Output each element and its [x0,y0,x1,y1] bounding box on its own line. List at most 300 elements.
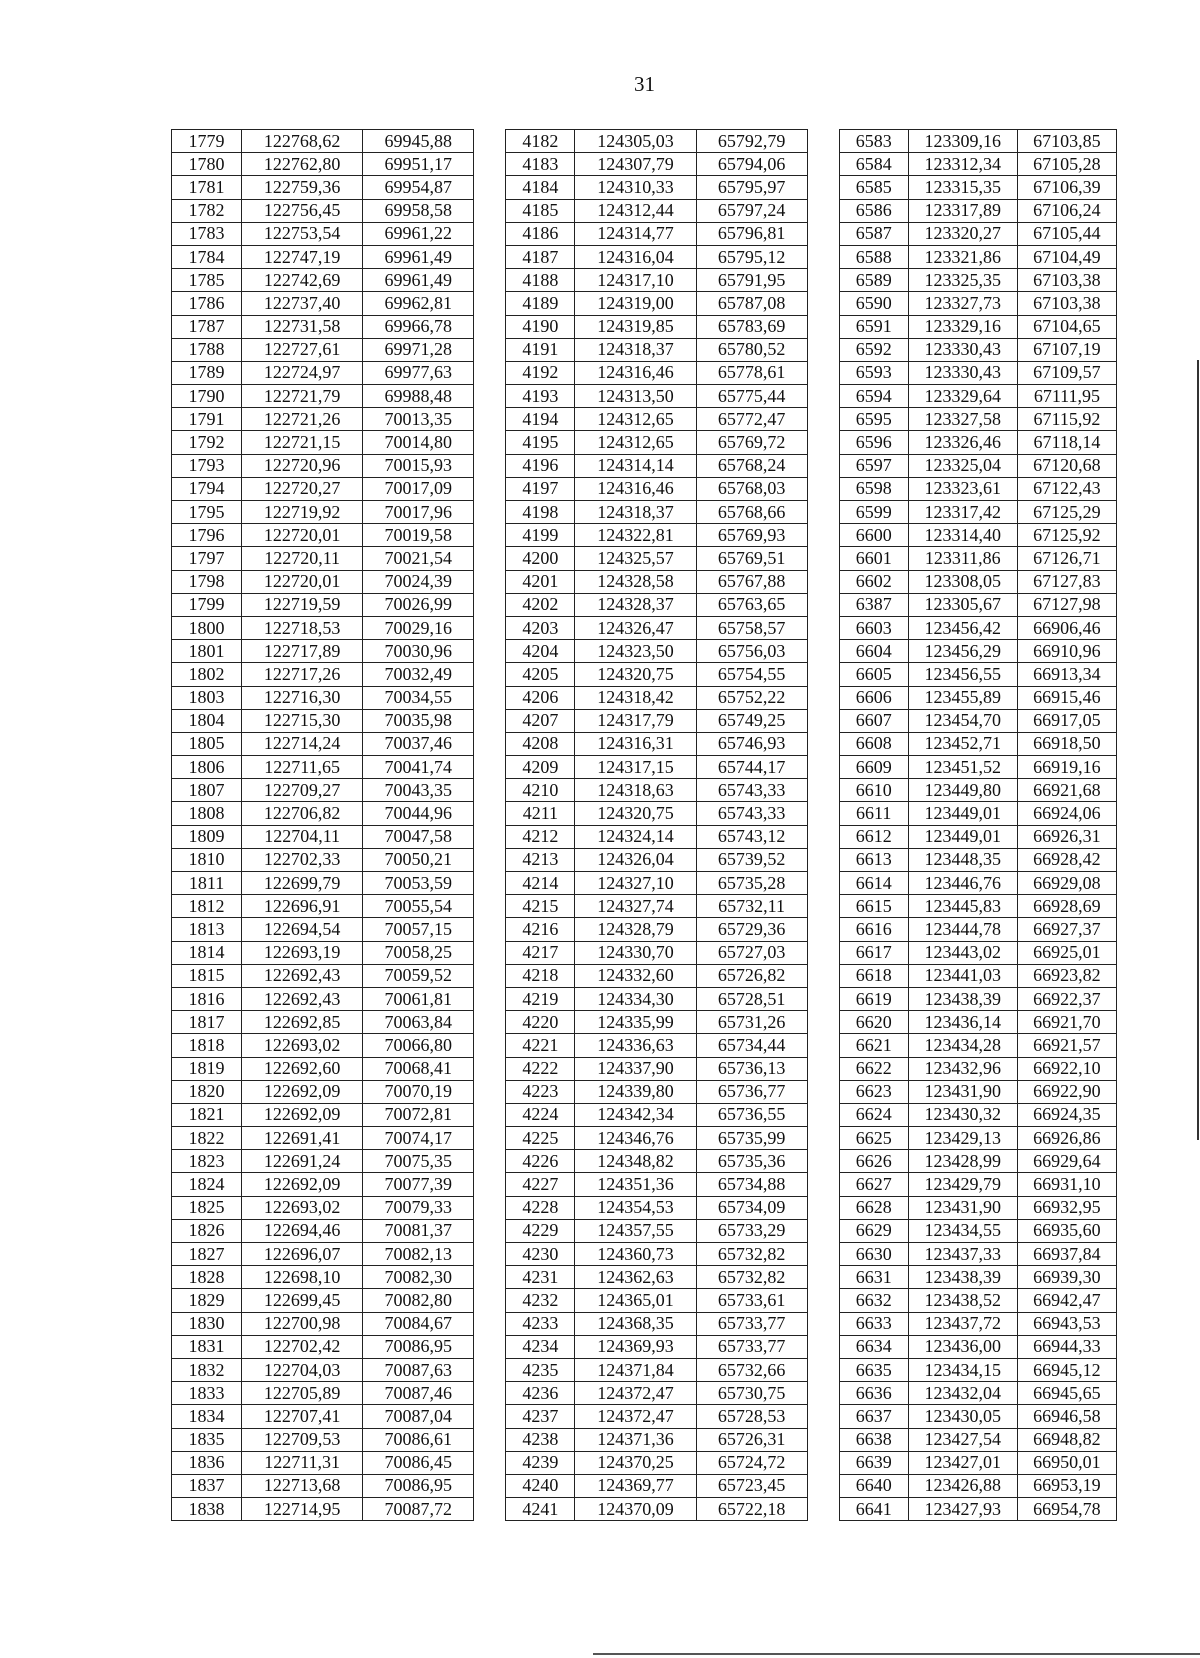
cell-point-number: 6592 [839,338,908,361]
cell-point-number: 4229 [506,1219,575,1242]
cell-y-coordinate: 66915,46 [1017,686,1116,709]
table-row [172,1243,1117,1266]
column-spacer [474,1266,506,1289]
cell-y-coordinate: 66929,08 [1017,872,1116,895]
table-row [172,987,1117,1010]
column-spacer [807,1289,839,1312]
table-row [172,1011,1117,1034]
cell-y-coordinate: 65778,61 [696,361,807,384]
cell-x-coordinate: 124316,46 [575,361,696,384]
cell-x-coordinate: 122719,59 [242,593,363,616]
cell-x-coordinate: 123326,46 [908,431,1017,454]
cell-x-coordinate: 122705,89 [242,1382,363,1405]
table-row [172,130,1117,153]
column-spacer [474,547,506,570]
cell-y-coordinate: 70086,45 [363,1451,474,1474]
column-spacer [474,199,506,222]
cell-y-coordinate: 70066,80 [363,1034,474,1057]
column-spacer [807,640,839,663]
cell-x-coordinate: 123434,55 [908,1219,1017,1242]
cell-x-coordinate: 124351,36 [575,1173,696,1196]
cell-x-coordinate: 123429,13 [908,1127,1017,1150]
cell-point-number: 6583 [839,130,908,153]
cell-y-coordinate: 66943,53 [1017,1312,1116,1335]
cell-x-coordinate: 123329,16 [908,315,1017,338]
cell-y-coordinate: 66925,01 [1017,941,1116,964]
cell-point-number: 6612 [839,825,908,848]
cell-point-number: 4207 [506,709,575,732]
column-spacer [474,1382,506,1405]
cell-point-number: 4221 [506,1034,575,1057]
cell-point-number: 6601 [839,547,908,570]
cell-y-coordinate: 70075,35 [363,1150,474,1173]
column-spacer [474,918,506,941]
cell-point-number: 6622 [839,1057,908,1080]
cell-y-coordinate: 65767,88 [696,570,807,593]
cell-point-number: 6609 [839,756,908,779]
column-spacer [807,1127,839,1150]
cell-point-number: 1821 [172,1103,242,1126]
cell-x-coordinate: 123327,73 [908,292,1017,315]
cell-y-coordinate: 65744,17 [696,756,807,779]
cell-point-number: 4219 [506,987,575,1010]
table-row [172,1451,1117,1474]
column-spacer [474,825,506,848]
column-spacer [807,1405,839,1428]
cell-point-number: 4227 [506,1173,575,1196]
cell-point-number: 1790 [172,385,242,408]
cell-y-coordinate: 66953,19 [1017,1474,1116,1497]
cell-point-number: 4198 [506,501,575,524]
cell-point-number: 1834 [172,1405,242,1428]
table-row [172,1150,1117,1173]
cell-y-coordinate: 65768,24 [696,454,807,477]
cell-x-coordinate: 124370,09 [575,1498,696,1521]
cell-x-coordinate: 122717,89 [242,640,363,663]
cell-point-number: 6611 [839,802,908,825]
cell-point-number: 1830 [172,1312,242,1335]
table-row [172,941,1117,964]
cell-point-number: 6620 [839,1011,908,1034]
table-row [172,315,1117,338]
cell-y-coordinate: 66935,60 [1017,1219,1116,1242]
table-body [172,130,1117,1521]
cell-x-coordinate: 122706,82 [242,802,363,825]
column-spacer [474,1196,506,1219]
cell-point-number: 4194 [506,408,575,431]
cell-y-coordinate: 65758,57 [696,616,807,639]
column-spacer [474,640,506,663]
cell-x-coordinate: 124327,74 [575,895,696,918]
cell-point-number: 4202 [506,593,575,616]
cell-point-number: 1816 [172,987,242,1010]
cell-y-coordinate: 70043,35 [363,779,474,802]
cell-point-number: 1779 [172,130,242,153]
cell-x-coordinate: 124317,10 [575,269,696,292]
cell-y-coordinate: 70024,39 [363,570,474,593]
cell-point-number: 6629 [839,1219,908,1242]
cell-y-coordinate: 65730,75 [696,1382,807,1405]
cell-point-number: 6591 [839,315,908,338]
cell-x-coordinate: 124323,50 [575,640,696,663]
cell-y-coordinate: 65780,52 [696,338,807,361]
cell-y-coordinate: 65743,12 [696,825,807,848]
cell-x-coordinate: 124342,34 [575,1103,696,1126]
cell-point-number: 1791 [172,408,242,431]
cell-point-number: 1797 [172,547,242,570]
cell-point-number: 1782 [172,199,242,222]
cell-x-coordinate: 123431,90 [908,1080,1017,1103]
cell-y-coordinate: 67125,29 [1017,501,1116,524]
cell-y-coordinate: 66924,35 [1017,1103,1116,1126]
column-spacer [807,315,839,338]
cell-x-coordinate: 122696,91 [242,895,363,918]
cell-x-coordinate: 124369,93 [575,1335,696,1358]
cell-x-coordinate: 123329,64 [908,385,1017,408]
cell-x-coordinate: 124371,36 [575,1428,696,1451]
cell-x-coordinate: 123430,32 [908,1103,1017,1126]
cell-y-coordinate: 66939,30 [1017,1266,1116,1289]
cell-y-coordinate: 65772,47 [696,408,807,431]
cell-point-number: 4191 [506,338,575,361]
cell-y-coordinate: 65739,52 [696,848,807,871]
cell-y-coordinate: 65768,03 [696,477,807,500]
coordinates-table [171,129,1117,1521]
column-spacer [474,1034,506,1057]
cell-point-number: 1798 [172,570,242,593]
column-spacer [474,269,506,292]
column-spacer [807,524,839,547]
table-row [172,779,1117,802]
column-spacer [474,1150,506,1173]
cell-y-coordinate: 70068,41 [363,1057,474,1080]
cell-point-number: 4223 [506,1080,575,1103]
cell-y-coordinate: 67104,65 [1017,315,1116,338]
column-spacer [474,663,506,686]
column-spacer [807,1034,839,1057]
cell-x-coordinate: 122711,65 [242,756,363,779]
cell-x-coordinate: 122692,43 [242,964,363,987]
column-spacer [474,176,506,199]
cell-y-coordinate: 70086,95 [363,1474,474,1497]
cell-y-coordinate: 66932,95 [1017,1196,1116,1219]
cell-y-coordinate: 70087,63 [363,1358,474,1381]
cell-x-coordinate: 123315,35 [908,176,1017,199]
column-spacer [474,454,506,477]
cell-x-coordinate: 124320,75 [575,663,696,686]
cell-y-coordinate: 67106,24 [1017,199,1116,222]
cell-y-coordinate: 65797,24 [696,199,807,222]
cell-y-coordinate: 66929,64 [1017,1150,1116,1173]
column-spacer [474,222,506,245]
table-row [172,1335,1117,1358]
cell-point-number: 6585 [839,176,908,199]
cell-point-number: 6632 [839,1289,908,1312]
cell-y-coordinate: 65769,93 [696,524,807,547]
cell-y-coordinate: 70017,09 [363,477,474,500]
cell-point-number: 4215 [506,895,575,918]
column-spacer [474,524,506,547]
cell-y-coordinate: 65749,25 [696,709,807,732]
column-spacer [807,547,839,570]
cell-point-number: 6604 [839,640,908,663]
cell-point-number: 4211 [506,802,575,825]
cell-x-coordinate: 122707,41 [242,1405,363,1428]
cell-point-number: 4216 [506,918,575,941]
cell-point-number: 1825 [172,1196,242,1219]
cell-x-coordinate: 124318,37 [575,501,696,524]
column-spacer [807,1196,839,1219]
cell-x-coordinate: 122721,26 [242,408,363,431]
cell-point-number: 4225 [506,1127,575,1150]
column-spacer [474,408,506,431]
column-spacer [807,222,839,245]
cell-point-number: 6603 [839,616,908,639]
column-spacer [474,1405,506,1428]
cell-point-number: 4234 [506,1335,575,1358]
cell-y-coordinate: 67104,49 [1017,245,1116,268]
cell-x-coordinate: 122693,19 [242,941,363,964]
cell-x-coordinate: 124369,77 [575,1474,696,1497]
column-spacer [474,872,506,895]
table-row [172,501,1117,524]
cell-y-coordinate: 65769,72 [696,431,807,454]
cell-y-coordinate: 65726,82 [696,964,807,987]
cell-point-number: 4183 [506,153,575,176]
cell-x-coordinate: 123434,15 [908,1358,1017,1381]
cell-y-coordinate: 70087,46 [363,1382,474,1405]
cell-y-coordinate: 70079,33 [363,1196,474,1219]
cell-x-coordinate: 122694,46 [242,1219,363,1242]
cell-y-coordinate: 66927,37 [1017,918,1116,941]
cell-x-coordinate: 123312,34 [908,153,1017,176]
cell-y-coordinate: 70017,96 [363,501,474,524]
cell-y-coordinate: 65734,09 [696,1196,807,1219]
column-spacer [807,385,839,408]
cell-point-number: 4204 [506,640,575,663]
cell-x-coordinate: 123455,89 [908,686,1017,709]
cell-point-number: 1783 [172,222,242,245]
column-spacer [807,686,839,709]
cell-point-number: 1829 [172,1289,242,1312]
cell-y-coordinate: 67127,98 [1017,593,1116,616]
cell-x-coordinate: 122720,11 [242,547,363,570]
column-spacer [807,153,839,176]
cell-point-number: 4217 [506,941,575,964]
table-row [172,408,1117,431]
cell-y-coordinate: 67109,57 [1017,361,1116,384]
cell-y-coordinate: 65794,06 [696,153,807,176]
cell-point-number: 4240 [506,1474,575,1497]
cell-y-coordinate: 65734,88 [696,1173,807,1196]
cell-y-coordinate: 65734,44 [696,1034,807,1057]
table-row [172,1034,1117,1057]
cell-point-number: 6598 [839,477,908,500]
column-spacer [474,779,506,802]
table-row [172,199,1117,222]
cell-point-number: 6602 [839,570,908,593]
cell-point-number: 6635 [839,1358,908,1381]
column-spacer [474,1127,506,1150]
cell-y-coordinate: 65724,72 [696,1451,807,1474]
cell-point-number: 1799 [172,593,242,616]
cell-x-coordinate: 122737,40 [242,292,363,315]
cell-x-coordinate: 124318,37 [575,338,696,361]
cell-y-coordinate: 66921,70 [1017,1011,1116,1034]
cell-point-number: 6587 [839,222,908,245]
cell-x-coordinate: 124357,55 [575,1219,696,1242]
cell-point-number: 1804 [172,709,242,732]
cell-point-number: 6607 [839,709,908,732]
cell-point-number: 1824 [172,1173,242,1196]
table-row [172,292,1117,315]
cell-y-coordinate: 65743,33 [696,802,807,825]
cell-point-number: 1832 [172,1358,242,1381]
cell-x-coordinate: 123428,99 [908,1150,1017,1173]
cell-x-coordinate: 122692,85 [242,1011,363,1034]
column-spacer [474,1451,506,1474]
cell-y-coordinate: 66928,69 [1017,895,1116,918]
column-spacer [474,361,506,384]
cell-y-coordinate: 65792,79 [696,130,807,153]
column-spacer [474,1312,506,1335]
table-row [172,570,1117,593]
cell-x-coordinate: 123314,40 [908,524,1017,547]
cell-y-coordinate: 69951,17 [363,153,474,176]
table-row [172,1474,1117,1497]
cell-x-coordinate: 122731,58 [242,315,363,338]
column-spacer [807,1474,839,1497]
cell-y-coordinate: 65733,29 [696,1219,807,1242]
cell-x-coordinate: 122720,01 [242,570,363,593]
cell-x-coordinate: 123449,01 [908,802,1017,825]
cell-x-coordinate: 124368,35 [575,1312,696,1335]
cell-x-coordinate: 123427,54 [908,1428,1017,1451]
cell-y-coordinate: 69966,78 [363,315,474,338]
cell-x-coordinate: 123430,05 [908,1405,1017,1428]
cell-x-coordinate: 124319,85 [575,315,696,338]
table-row [172,269,1117,292]
cell-x-coordinate: 124312,65 [575,408,696,431]
column-spacer [474,593,506,616]
cell-x-coordinate: 122696,07 [242,1243,363,1266]
cell-y-coordinate: 67103,38 [1017,269,1116,292]
cell-y-coordinate: 70086,61 [363,1428,474,1451]
cell-y-coordinate: 66931,10 [1017,1173,1116,1196]
cell-y-coordinate: 65787,08 [696,292,807,315]
cell-y-coordinate: 65731,26 [696,1011,807,1034]
column-spacer [807,1080,839,1103]
table-row [172,686,1117,709]
cell-point-number: 4206 [506,686,575,709]
cell-x-coordinate: 123438,39 [908,987,1017,1010]
cell-x-coordinate: 123321,86 [908,245,1017,268]
table-row [172,593,1117,616]
cell-y-coordinate: 65732,82 [696,1266,807,1289]
cell-point-number: 4230 [506,1243,575,1266]
cell-y-coordinate: 66906,46 [1017,616,1116,639]
cell-x-coordinate: 124316,04 [575,245,696,268]
column-spacer [474,315,506,338]
cell-x-coordinate: 122717,26 [242,663,363,686]
cell-y-coordinate: 65722,18 [696,1498,807,1521]
cell-x-coordinate: 124339,80 [575,1080,696,1103]
table-row [172,176,1117,199]
cell-y-coordinate: 67126,71 [1017,547,1116,570]
cell-y-coordinate: 66937,84 [1017,1243,1116,1266]
table-row [172,964,1117,987]
cell-x-coordinate: 122713,68 [242,1474,363,1497]
cell-y-coordinate: 65768,66 [696,501,807,524]
cell-point-number: 6595 [839,408,908,431]
cell-point-number: 1803 [172,686,242,709]
cell-x-coordinate: 124346,76 [575,1127,696,1150]
cell-x-coordinate: 123449,80 [908,779,1017,802]
cell-x-coordinate: 122768,62 [242,130,363,153]
cell-point-number: 4185 [506,199,575,222]
cell-y-coordinate: 66910,96 [1017,640,1116,663]
column-spacer [474,895,506,918]
cell-x-coordinate: 123437,33 [908,1243,1017,1266]
cell-x-coordinate: 124318,42 [575,686,696,709]
cell-x-coordinate: 122709,27 [242,779,363,802]
cell-y-coordinate: 65733,77 [696,1312,807,1335]
column-spacer [807,756,839,779]
table-row [172,663,1117,686]
cell-x-coordinate: 124326,47 [575,616,696,639]
cell-y-coordinate: 67106,39 [1017,176,1116,199]
column-spacer [807,1382,839,1405]
cell-y-coordinate: 66954,78 [1017,1498,1116,1521]
column-spacer [807,1358,839,1381]
cell-y-coordinate: 69961,49 [363,245,474,268]
cell-x-coordinate: 122693,02 [242,1196,363,1219]
cell-y-coordinate: 65754,55 [696,663,807,686]
cell-x-coordinate: 123429,79 [908,1173,1017,1196]
cell-y-coordinate: 70019,58 [363,524,474,547]
cell-point-number: 4232 [506,1289,575,1312]
table-row [172,1127,1117,1150]
column-spacer [807,361,839,384]
cell-x-coordinate: 123456,55 [908,663,1017,686]
cell-point-number: 6636 [839,1382,908,1405]
cell-x-coordinate: 123444,78 [908,918,1017,941]
cell-point-number: 4201 [506,570,575,593]
cell-x-coordinate: 122721,15 [242,431,363,454]
cell-point-number: 6608 [839,732,908,755]
cell-point-number: 4186 [506,222,575,245]
cell-y-coordinate: 65735,36 [696,1150,807,1173]
cell-point-number: 6610 [839,779,908,802]
cell-point-number: 6634 [839,1335,908,1358]
cell-point-number: 6614 [839,872,908,895]
table-row [172,756,1117,779]
page-number: 31 [634,72,655,96]
cell-x-coordinate: 122692,43 [242,987,363,1010]
cell-point-number: 4218 [506,964,575,987]
cell-point-number: 6637 [839,1405,908,1428]
cell-y-coordinate: 70087,72 [363,1498,474,1521]
cell-y-coordinate: 65763,65 [696,593,807,616]
table-row [172,153,1117,176]
cell-x-coordinate: 124360,73 [575,1243,696,1266]
column-spacer [807,918,839,941]
cell-x-coordinate: 122720,96 [242,454,363,477]
table-row [172,385,1117,408]
cell-y-coordinate: 70087,04 [363,1405,474,1428]
column-spacer [474,385,506,408]
cell-y-coordinate: 67122,43 [1017,477,1116,500]
